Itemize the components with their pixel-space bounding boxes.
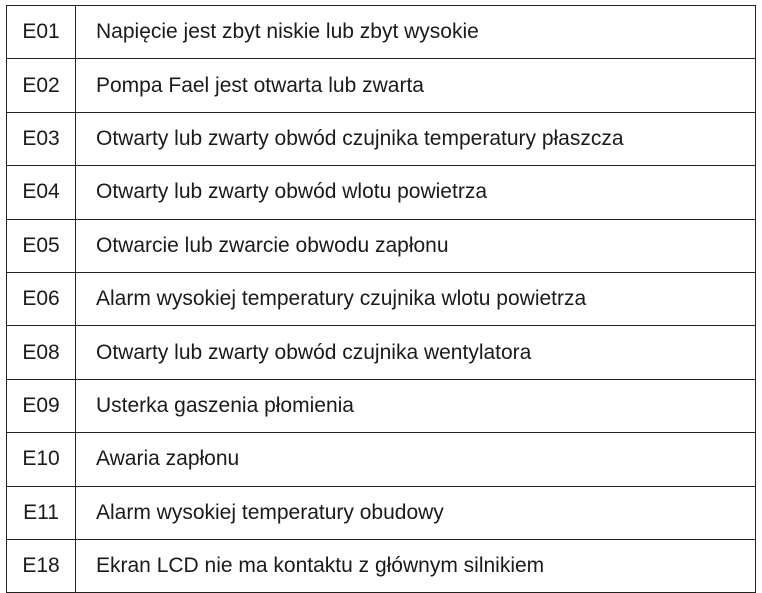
error-description: Otwarty lub zwarty obwód czujnika temperatury płaszcza [76,112,756,165]
error-description: Usterka gaszenia płomienia [76,379,756,432]
error-code: E18 [7,539,76,592]
error-code: E02 [7,59,76,112]
error-description: Otwarty lub zwarty obwód czujnika wentylatora [76,326,756,379]
error-description: Pompa Fael jest otwarta lub zwarta [76,59,756,112]
error-description: Otwarty lub zwarty obwód wlotu powietrza [76,166,756,219]
table-row [7,379,756,432]
error-description: Alarm wysokiej temperatury obudowy [76,486,756,539]
error-code: E03 [7,112,76,165]
table-row [7,539,756,592]
table-row [7,59,756,112]
error-description: Alarm wysokiej temperatury czujnika wlotu powietrza [76,272,756,325]
table-row [7,6,756,59]
error-code: E01 [7,6,76,59]
table-row [7,219,756,272]
table-row [7,486,756,539]
error-description: Awaria zapłonu [76,433,756,486]
table-row [7,112,756,165]
error-code-table [6,5,756,593]
error-description: Napięcie jest zbyt niskie lub zbyt wysokie [76,6,756,59]
error-code: E06 [7,272,76,325]
table-row [7,272,756,325]
error-code: E10 [7,433,76,486]
error-description: Otwarcie lub zwarcie obwodu zapłonu [76,219,756,272]
error-code: E11 [7,486,76,539]
table-row [7,166,756,219]
table-row [7,433,756,486]
error-code: E09 [7,379,76,432]
table-row [7,326,756,379]
error-code: E05 [7,219,76,272]
error-code: E08 [7,326,76,379]
error-code: E04 [7,166,76,219]
error-description: Ekran LCD nie ma kontaktu z głównym silnikiem [76,539,756,592]
